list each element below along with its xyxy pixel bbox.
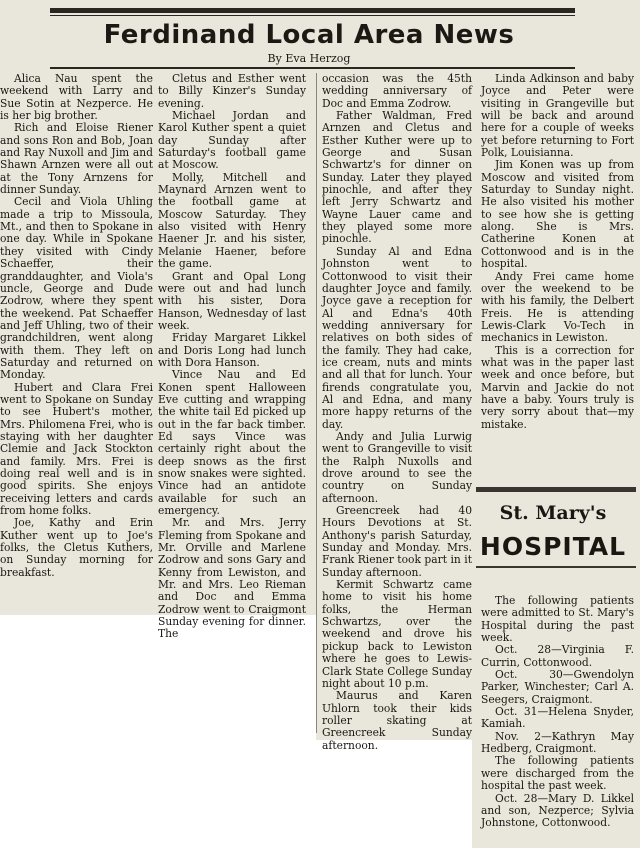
hospital-rule-top [476, 487, 636, 492]
paragraph: Linda Adkinson and baby Joyce and Peter were visiting in Grangeville but will be back and around here for a couple of weeks yet before returning to Fort Polk, Louisianna. [481, 72, 634, 160]
paragraph: Michael Jordan and Karol Kuther spent a quiet day Sunday after Saturday's football game at Moscow. [158, 109, 306, 172]
paragraph: Nov. 2—Kathryn May Hedberg, Craigmont. [481, 729, 634, 756]
header-rule-bottom [50, 67, 575, 69]
hospital-title: HOSPITAL [479, 532, 627, 561]
paragraph: Andy Frei came home over the weekend to be with his family, the Delbert Freis. He is attending Lewis-Clark Vo-Tech in mechanics in Lewiston. [481, 269, 634, 345]
hospital-rule-bottom [476, 566, 636, 568]
header-rule-top [50, 8, 575, 13]
paragraph: Sunday Al and Edna Johnston went to Cottonwood to visit their daughter Joyce and family. Joyce gave a reception for Al and Edna's 40th wedding anniversary for relatives on both sides of the family. They had cake, ice cream, nuts and mints and all that for lunch. Your firends congratulate you, Al and Edna, and many more happy returns of the day. [322, 244, 472, 431]
paragraph: Alica Nau spent the weekend with Larry and Sue Sotin at Nezperce. He is her big brother. [0, 72, 153, 123]
paragraph: Kermit Schwartz came home to visit his home folks, the Herman Schwartzs, over the weekend and drove his pickup back to Lewiston where he goes to Lewis-Clark State College Sunday night about 10 p.m. [322, 578, 472, 690]
paragraph: The following patients were admitted to St. Mary's Hospital during the past week. [481, 594, 634, 645]
column-1 [0, 73, 153, 593]
paragraph: Vince Nau and Ed Konen spent Halloween Eve cutting and wrapping the white tail Ed picked up out in the far back timber. Ed says Vince was certainly right about the deep snows as the first snow snakes were sighted. Vince had an antidote available for such an emergency. [158, 368, 306, 518]
paragraph: Oct. 28—Mary D. Likkel and son, Nezperce; Sylvia Johnstone, Cottonwood. [481, 791, 634, 830]
paragraph: The following patients were discharged from the hospital the past week. [481, 754, 634, 793]
paragraph: Molly, Mitchell and Maynard Arnzen went to the football game at Moscow Saturday. They also visited with Henry Haener Jr. and his sister, Melanie Haener, before the game. [158, 170, 306, 271]
column-3 [322, 72, 472, 752]
paragraph: Cecil and Viola Uhling made a trip to Missoula, Mt., and then to Spokane in one day. While in Spokane they visited with Cindy Schaeffer, their granddaughter, and Viola's uncle, George and Dude Zodrow, where they spent the weekend. Pat Schaeffer and Jeff Uhling, two of their grandchildren, went along with them. They left on Saturday and returned on Monday. [0, 195, 153, 382]
header-rule-top-thin [50, 15, 575, 16]
paragraph: Friday Margaret Likkel and Doris Long had lunch with Dora Hanson. [158, 331, 306, 369]
article-title: Ferdinand Local Area News [103, 20, 515, 50]
paragraph: Rich and Eloise Riener and sons Ron and Bob, Joan and Ray Nuxoll and Jim and Shawn Arnzen were all out at the Tony Arnzens for dinner Sunday. [0, 121, 153, 197]
paragraph: Mr. and Mrs. Jerry Fleming from Spokane and Mr. Orville and Marlene Zodrow and sons Gary and Kenny from Lewiston, and Mr. and Mrs. Leo Rieman and Doc and Emma Zodrow went to Craigmont Sunday evening for dinner. The [158, 516, 306, 641]
column-4 [481, 72, 634, 431]
paragraph: Maurus and Karen Uhlorn took their kids roller skating at Greencreek Sunday afternoon. [322, 689, 472, 752]
hospital-column [481, 595, 634, 845]
paragraph: Hubert and Clara Frei went to Spokane on Sunday to see Hubert's mother, Mrs. Philomena Frei, who is staying with her daughter Clemie and Jack Stockton and family. Mrs. Frei is doing real well and is in good spirits. She enjoys receiving letters and cards from home folks. [0, 380, 153, 518]
paragraph: Greencreek had 40 Hours Devotions at St. Anthony's parish Saturday, Sunday and Monday. Mrs. Frank Riener took part in it Sunday afternoon. [322, 504, 472, 579]
paragraph: Grant and Opal Long were out and had lunch with his sister, Dora Hanson, Wednesday of last week. [158, 269, 306, 332]
hospital-subtitle: St. Mary's [499, 502, 607, 524]
paragraph: Andy and Julia Lurwig went to Grangeville to visit the Ralph Nuxolls and drove around to see the country on Sunday afternoon. [322, 429, 472, 505]
column-divider [316, 73, 317, 733]
paragraph: Joe, Kathy and Erin Kuther went up to Joe's folks, the Cletus Kuthers, on Sunday morning for breakfast. [0, 516, 153, 579]
article-byline: By Eva Herzog [267, 52, 351, 65]
paragraph: Oct. 28—Virginia F. Currin, Cottonwood. [481, 643, 634, 669]
paragraph: Jim Konen was up from Moscow and visited from Saturday to Sunday night. He also visited his mother to see how she is getting along. She is Mrs. Catherine Konen at Cottonwood and is in the hospital. [481, 158, 634, 271]
paragraph: Oct. 30—Gwendolyn Parker, Winchester; Carl A. Seegers, Craigmont. [481, 668, 634, 706]
paragraph: Father Waldman, Fred Arnzen and Cletus and Esther Kuther were up to George and Susan Schwartz's for dinner on Sunday. Later they played pinochle, and after they left Jerry Schwartz and Wayne Lauer came and they played some more pinochle. [322, 109, 472, 246]
paragraph: Oct. 31—Helena Snyder, Kamiah. [481, 705, 634, 731]
column-2 [158, 72, 306, 641]
paragraph: Cletus and Esther went to Billy Kinzer's Sunday evening. [158, 72, 306, 110]
paragraph: This is a correction for what was in the paper last week and once before, but Marvin and Jackie do not have a baby. Yours truly is very sorry about that—my mistake. [481, 343, 634, 431]
paragraph: occasion was the 45th wedding anniversary of Doc and Emma Zodrow. [322, 72, 472, 110]
